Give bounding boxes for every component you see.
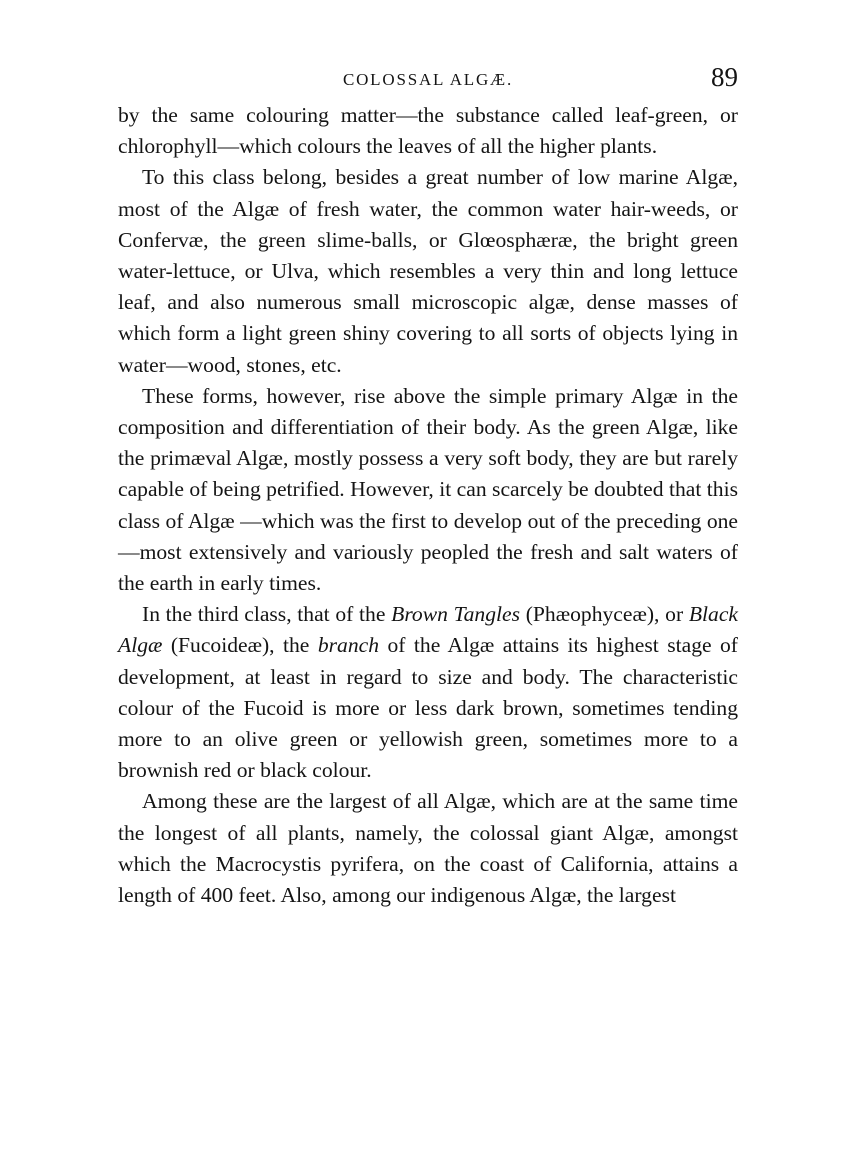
italic-term: Brown Tangles	[391, 602, 521, 627]
text-run: by the same colouring matter—the substance called leaf-green, or chlorophyll—which colours the leaves of all the higher plants.	[118, 103, 738, 159]
page-number: 89	[711, 62, 738, 92]
paragraph	[118, 381, 738, 599]
paragraph	[118, 786, 738, 911]
body-text	[118, 100, 738, 911]
text-run: In the third class, that of the	[142, 602, 392, 627]
italic-term: branch	[317, 633, 380, 658]
text-run: These forms, however, rise above the simple primary Algæ in the composition and differentiation of their body. As the green Algæ, like the primæval Algæ, mostly possess a very soft body, they are but rarely capable of being petrified. However, it can scarcely be doubted that this class of Algæ —which was the first to develop out of the preceding one—most extensively and variously peopled the fresh and salt waters of the earth in early times.	[118, 383, 738, 596]
text-run: Among these are the largest of all Algæ, which are at the same time the longest of all plants, namely, the colossal giant Algæ, amongst which the Macrocystis pyrifera, on the coast of California, attains a length of 400 feet. Also, among our indigenous Algæ, the largest	[118, 789, 738, 908]
running-title: COLOSSAL ALGÆ.	[342, 70, 514, 89]
italic-term: Black Algæ	[118, 602, 738, 658]
running-head	[118, 60, 738, 100]
paragraph	[118, 100, 738, 162]
text-run: To this class belong, besides a great number of low marine Algæ, most of the Algæ of fresh water, the common water hair-weeds, or Confervæ, the green slime-balls, or Glœosphæræ, the bright green water-lettuce, or Ulva, which resembles a very thin and long lettuce leaf, and also numerous small microscopic algæ, dense masses of which form a light green shiny covering to all sorts of objects lying in water—wood, stones, etc.	[118, 165, 738, 377]
text-run: (Phæophyceæ), or	[520, 602, 689, 627]
text-run: (Fucoideæ), the	[162, 633, 318, 658]
paragraph	[118, 162, 738, 380]
paragraph	[118, 599, 738, 786]
book-page	[118, 60, 738, 911]
text-run: of the Algæ attains its highest stage of development, at least in regard to size and body. The characteristic colour of the Fucoid is more or less dark brown, sometimes tending more to an olive green or yellowish green, sometimes more to a brownish red or black colour.	[118, 633, 738, 783]
